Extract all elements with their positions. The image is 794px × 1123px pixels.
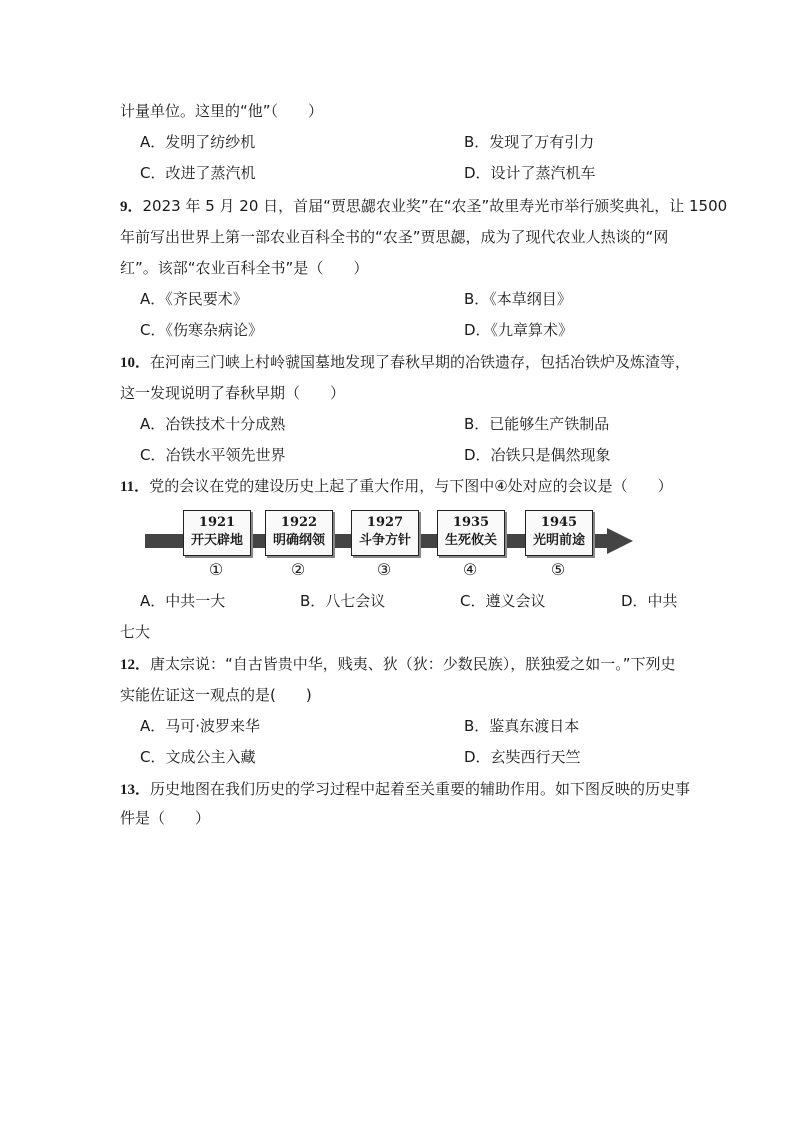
q10-number: 10． xyxy=(120,355,151,371)
timeline-year-5: 1945 xyxy=(540,515,578,530)
q9-number: 9． xyxy=(120,199,143,215)
q12-option-a: A．马可·波罗来华 xyxy=(140,717,261,735)
q9-option-c: C．《伤寒杂病论》 xyxy=(140,321,263,339)
q11-stem-line-1: 11．党的会议在党的建设历史上起了重大作用，与下图中④处对应的会议是（ ） xyxy=(120,477,673,495)
q12-stem-line-2: 实能佐证这一观点的是( ) xyxy=(120,686,312,704)
timeline-text-5: 光明前途 xyxy=(532,533,585,548)
q9-stem-line-3: 红”。该部“农业百科全书”是（ ） xyxy=(120,259,369,277)
q11-option-c: C．遵义会议 xyxy=(460,592,546,610)
timeline-box-4 xyxy=(437,510,505,556)
q10-stem-line-1: 10．在河南三门峡上村岭虢国墓地发现了春秋早期的冶铁遗存，包括冶铁炉及炼渣等， xyxy=(120,353,691,371)
timeline-box-1 xyxy=(183,510,251,556)
timeline-mark-4: ④ xyxy=(462,560,478,579)
timeline-year-2: 1922 xyxy=(280,515,318,530)
q12-option-c: C．文成公主入藏 xyxy=(140,748,256,766)
q11-option-d-wrap: 七大 xyxy=(120,623,151,641)
timeline-mark-5: ⑤ xyxy=(550,560,566,579)
q11-option-d: D．中共 xyxy=(621,592,678,610)
q12-stem-line-1: 12．唐太宗说：“自古皆贵中华，贱夷、狄（狄：少数民族），朕独爱之如一。”下列史 xyxy=(120,655,676,673)
q10-stem-line-2: 这一发现说明了春秋早期（ ） xyxy=(120,384,346,402)
timeline-text-1: 开天辟地 xyxy=(190,533,243,548)
q8-option-b: B．发现了万有引力 xyxy=(464,133,595,151)
q11-option-a: A．中共一大 xyxy=(140,592,226,610)
q9-option-a: A．《齐民要术》 xyxy=(140,290,248,308)
party-meetings-timeline xyxy=(145,508,645,580)
timeline-year-3: 1927 xyxy=(366,515,404,530)
q9-stem-line-1: 9．2023 年 5 月 20 日，首届“贾思勰农业奖”在“农圣”故里寿光市举行颁奖典礼，让 1500 xyxy=(120,197,728,215)
timeline-year-1: 1921 xyxy=(198,515,236,530)
timeline-box-2 xyxy=(265,510,333,556)
timeline-mark-1: ① xyxy=(208,560,224,579)
q12-option-b: B．鉴真东渡日本 xyxy=(464,717,580,735)
q9-stem-line-2: 年前写出世界上第一部农业百科全书的“农圣”贾思勰，成为了现代农业人热谈的“网 xyxy=(120,228,669,246)
q10-option-c: C．冶铁水平领先世界 xyxy=(140,446,286,464)
timeline-text-3: 斗争方针 xyxy=(358,533,411,548)
timeline-box-5 xyxy=(525,510,593,556)
q9-option-d: D．《九章算术》 xyxy=(464,321,574,339)
q8-option-c: C．改进了蒸汽机 xyxy=(140,164,256,182)
q10-option-b: B．已能够生产铁制品 xyxy=(464,415,610,433)
q13-number: 13． xyxy=(120,782,151,798)
q10-option-d: D．冶铁只是偶然现象 xyxy=(464,446,611,464)
q11-number: 11． xyxy=(120,479,150,495)
timeline-year-4: 1935 xyxy=(452,515,490,530)
timeline-arrow-head xyxy=(607,528,633,554)
timeline-text-4: 生死攸关 xyxy=(444,533,497,548)
q13-stem-line-1: 13．历史地图在我们历史的学习过程中起着至关重要的辅助作用。如下图反映的历史事 xyxy=(120,780,691,798)
q8-option-d: D．设计了蒸汽机车 xyxy=(464,164,596,182)
timeline-text-2: 明确纲领 xyxy=(272,533,325,548)
q12-option-d: D．玄奘西行天竺 xyxy=(464,748,581,766)
timeline-box-3 xyxy=(351,510,419,556)
q13-stem-line-2: 件是（ ） xyxy=(120,809,211,827)
timeline-mark-3: ③ xyxy=(376,560,392,579)
q8-stem-tail: 计量单位。这里的“他”（ ） xyxy=(120,102,324,120)
q10-option-a: A．冶铁技术十分成熟 xyxy=(140,415,286,433)
q12-number: 12． xyxy=(120,657,151,673)
q8-option-a: A．发明了纺纱机 xyxy=(140,133,256,151)
q11-option-b: B．八七会议 xyxy=(300,592,386,610)
q9-option-b: B．《本草纲目》 xyxy=(464,290,572,308)
timeline-mark-2: ② xyxy=(290,560,306,579)
